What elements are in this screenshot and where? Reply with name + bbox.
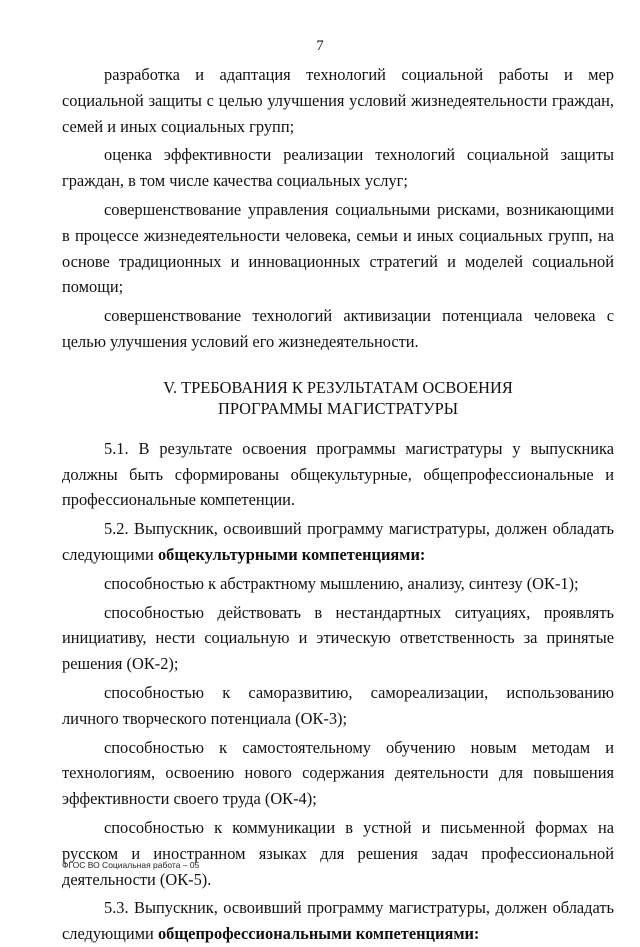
paragraph-evaluation: оценка эффективности реализации технологий социальной защиты граждан, в том числе качества социальных услуг;	[62, 145, 614, 191]
paragraph-5-2-text: 5.2. Выпускник, освоивший программу магистратуры, должен обладать следующими	[62, 519, 614, 564]
ok-2-item: способностью действовать в нестандартных ситуациях, проявлять инициативу, нести социальную и этическую ответственность за принятые решения (ОК-2);	[62, 602, 614, 674]
paragraph-5-1: 5.1. В результате освоения программы магистратуры у выпускника должны быть сформированы общекультурные, общепрофессиональные и профессиональные компетенции.	[62, 438, 614, 510]
ok-3-item: способностью к саморазвитию, самореализации, использованию личного творческого потенциала (ОК-3);	[62, 682, 614, 728]
paragraph-development: разработка и адаптация технологий социальной работы и мер социальной защиты с целью улучшения условий жизнедеятельности граждан, семей и иных социальных групп;	[62, 65, 614, 136]
ok-1-item: способностью к абстрактному мышлению, анализу, синтезу (ОК-1);	[104, 573, 579, 593]
section-heading-line-2: ПРОГРАММЫ МАГИСТРАТУРЫ	[218, 398, 458, 418]
paragraph-risk-management: совершенствование управления социальными рисками, возникающими в процессе жизнедеятельности человека, семьи и иных социальных групп, на основе традиционных и инновационных стратегий и моделей социальной помощи;	[62, 199, 614, 297]
section-heading-line-1: V. ТРЕБОВАНИЯ К РЕЗУЛЬТАТАМ ОСВОЕНИЯ	[163, 377, 513, 397]
section-heading	[62, 377, 614, 419]
footer-document-code: ФГОС ВО Социальная работа – 05	[62, 860, 200, 870]
paragraph-5-2-bold: общекультурными компетенциями:	[157, 544, 426, 564]
page-number: 7	[316, 38, 324, 54]
paragraph-5-3-text: 5.3. Выпускник, освоивший программу магистратуры, должен обладать следующими	[62, 898, 614, 944]
paragraph-5-2	[62, 516, 614, 568]
page-content	[62, 62, 614, 947]
ok-5-item: способностью к коммуникации в устной и письменной формах на русском и иностранном языках для решения задач профессиональной деятельности (ОК-5).	[62, 817, 614, 889]
ok-4-item: способностью к самостоятельному обучению новым методам и технологиям, освоению нового содержания деятельности для повышения эффективности своего труда (ОК-4);	[62, 737, 614, 809]
paragraph-5-3	[62, 895, 614, 947]
paragraph-activation: совершенствование технологий активизации потенциала человека с целью улучшения условий его жизнедеятельности.	[62, 306, 614, 351]
paragraph-5-3-bold: общепрофессиональными компетенциями:	[157, 924, 480, 944]
